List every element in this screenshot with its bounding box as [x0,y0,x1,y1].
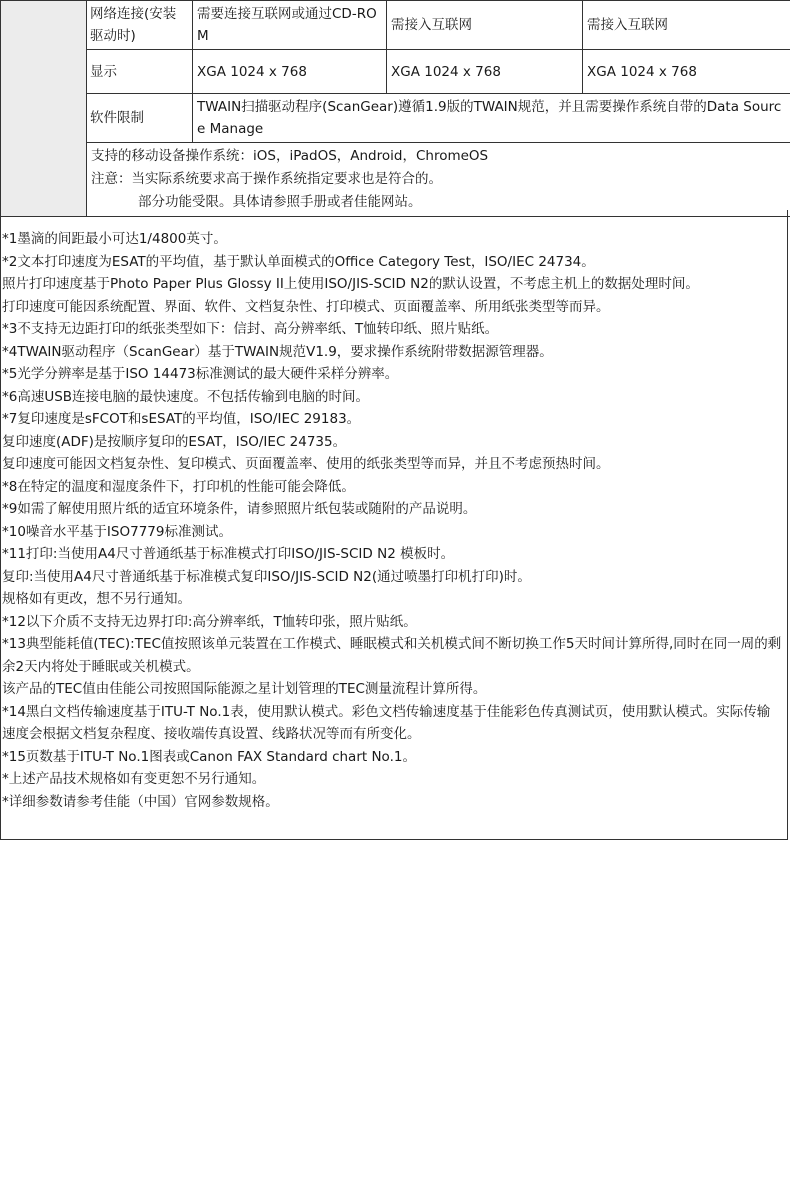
footnote: *9如需了解使用照片纸的适宜环境条件，请参照照片纸包装或随附的产品说明。 [2,501,477,517]
table-row [1,94,790,143]
limited-note: 部分功能受限。具体请参照手册或者佳能网站。 [138,194,422,210]
caution-note: 注意：当实际系统要求高于操作系统指定要求也是符合的。 [91,171,442,187]
table-cell: XGA 1024 x 768 [193,50,387,94]
footnote: *上述产品技术规格如有变更恕不另行通知。 [2,771,266,787]
footnote: *4TWAIN驱动程序（ScanGear）基于TWAIN规范V1.9，要求操作系统附带数据源管理器。 [2,343,553,360]
footnote: *8在特定的温度和湿度条件下，打印机的性能可能会降低。 [2,478,355,495]
table-cell: 需要连接互联网或通过CD-ROM [193,1,387,50]
footnotes [0,210,788,840]
footnote: *7复印速度是sFCOT和sESAT的平均值，ISO/IEC 29183。 [2,411,361,427]
footnote: *详细参数请参考佳能（中国）官网参数规格。 [2,793,279,810]
footnote: *3不支持无边距打印的纸张类型如下：信封、高分辨率纸、T恤转印纸、照片贴纸。 [2,321,499,337]
footnote: *5光学分辨率是基于ISO 14473标准测试的最大硬件采样分辨率。 [2,366,399,382]
footnote: 规格如有更改，想不另行通知。 [2,591,191,607]
table-cell: TWAIN扫描驱动程序(ScanGear)遵循1.9版的TWAIN规范，并且需要操作系统自带的Data Source Manage [193,94,790,143]
table-cell: 需接入互联网 [387,1,583,50]
table-cell: 需接入互联网 [583,1,790,50]
spec-table [0,0,790,217]
table-row [1,143,790,217]
notes-cell [87,143,790,217]
row-label: 网络连接(安装驱动时) [87,1,193,50]
footnote: *2文本打印速度为ESAT的平均值，基于默认单面模式的Office Category Test，ISO/IEC 24734。 [2,253,595,270]
footnote: 打印速度可能因系统配置、界面、软件、文档复杂性、打印模式、页面覆盖率、所用纸张类型等而异。 [2,298,610,315]
mobile-os-note: 支持的移动设备操作系统：iOS，iPadOS，Android，ChromeOS [91,148,489,164]
footnote: *14黑白文档传输速度基于ITU-T No.1表，使用默认模式。彩色文档传输速度基于佳能彩色传真测试页，使用默认模式。实际传输速度会根据文档复杂程度、接收端传真设置、线路状况等而有所变化。 [2,703,771,742]
footnote: 该产品的TEC值由佳能公司按照国际能源之星计划管理的TEC测量流程计算所得。 [2,681,487,697]
footnote: *1墨滴的间距最小可达1/4800英寸。 [2,231,227,247]
footnote: *11打印:当使用A4尺寸普通纸基于标准模式打印ISO/JIS-SCID N2 模板时。 [2,546,455,562]
table-row [1,50,790,94]
category-cell [1,1,87,217]
table-cell: XGA 1024 x 768 [583,50,790,94]
table-cell: XGA 1024 x 768 [387,50,583,94]
footnote: 复印:当使用A4尺寸普通纸基于标准模式复印ISO/JIS-SCID N2(通过喷墨打印机打印)时。 [2,568,531,585]
footnote: 复印速度可能因文档复杂性、复印模式、页面覆盖率、使用的纸张类型等而异，并且不考虑预热时间。 [2,456,610,472]
footnote: *12以下介质不支持无边界打印:高分辨率纸，T恤转印张，照片贴纸。 [2,613,417,630]
footnote: 照片打印速度基于Photo Paper Plus Glossy II上使用ISO/JIS-SCID N2的默认设置，不考虑主机上的数据处理时间。 [2,276,699,292]
footnote: *15页数基于ITU-T No.1图表或Canon FAX Standard chart No.1。 [2,748,416,765]
row-label: 显示 [87,50,193,94]
table-row [1,1,790,50]
footnote: *13典型能耗值(TEC):TEC值按照该单元装置在工作模式、睡眠模式和关机模式间不断切换工作5天时间计算所得,同时在同一周的剩余2天内将处于睡眠或关机模式。 [2,636,782,675]
footnote: *6高速USB连接电脑的最快速度。不包括传输到电脑的时间。 [2,388,370,405]
footnote: *10噪音水平基于ISO7779标准测试。 [2,523,232,540]
footnote: 复印速度(ADF)是按顺序复印的ESAT，ISO/IEC 24735。 [2,433,347,450]
row-label: 软件限制 [87,94,193,143]
